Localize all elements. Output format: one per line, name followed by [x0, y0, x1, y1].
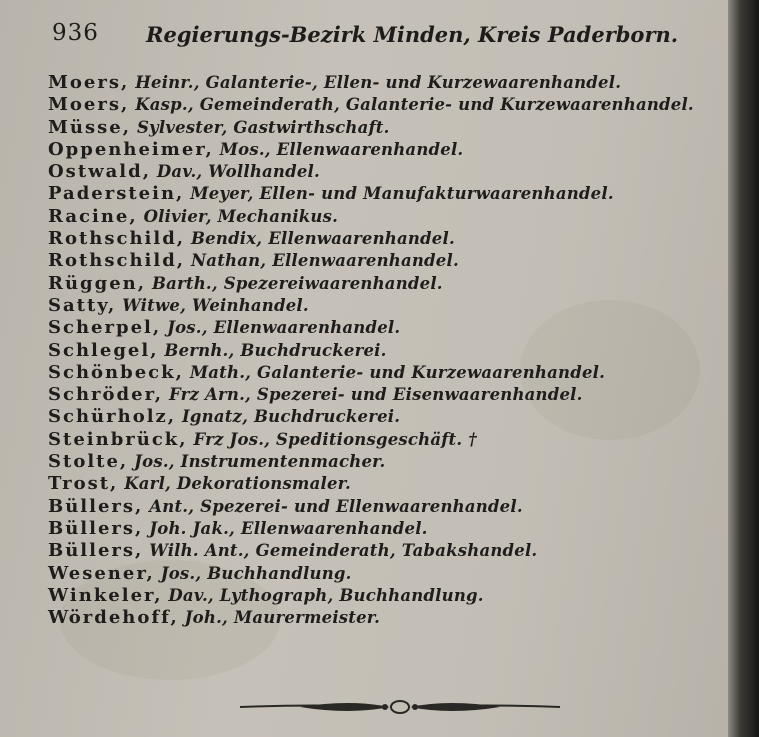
entry-surname: Büllers,: [48, 517, 144, 539]
entry-surname: Steinbrück,: [48, 428, 188, 450]
entry-details: Frz Arn., Spezerei- und Eisenwaarenhandel.: [163, 385, 583, 405]
entry-surname: Wördehoff,: [48, 607, 179, 629]
directory-entry: [48, 139, 718, 161]
directory-entry: [48, 340, 718, 362]
directory-entry: [48, 250, 718, 272]
directory-entry: [48, 406, 718, 428]
directory-entry: [48, 161, 718, 183]
entry-surname: Schröder,: [48, 384, 164, 406]
entry-details: Mos., Ellenwaarenhandel.: [213, 139, 464, 159]
directory-entry: [48, 183, 718, 205]
entry-details: Math., Galanterie- und Kurzewaarenhandel.: [183, 362, 606, 382]
page-header: [52, 16, 679, 52]
directory-entry: [48, 496, 718, 518]
entry-details: Ant., Spezerei- und Ellenwaarenhandel.: [143, 496, 523, 516]
entry-details: Kasp., Gemeinderath, Galanterie- und Kurzewaarenhandel.: [129, 95, 694, 115]
directory-entry: [48, 473, 718, 495]
entry-details: Karl, Dekorationsmaler.: [118, 474, 351, 494]
directory-entry-list: [48, 72, 718, 629]
entry-surname: Rothschild,: [48, 250, 186, 272]
entry-surname: Paderstein,: [48, 183, 185, 205]
entry-details: Heinr., Galanterie-, Ellen- und Kurzewaarenhandel.: [129, 73, 622, 92]
entry-details: Jos., Buchhandlung.: [154, 563, 352, 583]
entry-details: Joh. Jak., Ellenwaarenhandel.: [143, 518, 428, 538]
entry-surname: Wesener,: [48, 562, 155, 584]
directory-entry: [48, 72, 718, 94]
running-title: Regierungs-Bezirk Minden, Kreis Paderborn.: [146, 22, 679, 47]
entry-details: Barth., Spezereiwaarenhandel.: [146, 273, 443, 293]
directory-entry: [48, 518, 718, 540]
directory-entry: [48, 429, 718, 451]
entry-surname: Ostwald,: [48, 161, 151, 183]
directory-entry: [48, 317, 718, 339]
entry-details: Frz Jos., Speditionsgeschäft. †: [187, 429, 478, 449]
entry-details: Joh., Maurermeister.: [178, 608, 381, 628]
entry-surname: Stolte,: [48, 451, 129, 473]
entry-surname: Schürholz,: [48, 406, 177, 428]
entry-details: Bendix, Ellenwaarenhandel.: [185, 229, 455, 249]
entry-surname: Schlegel,: [48, 339, 159, 361]
entry-surname: Büllers,: [48, 495, 144, 517]
directory-entry: [48, 362, 718, 384]
entry-surname: Moers,: [48, 72, 130, 93]
entry-details: Ignatz, Buchdruckerei.: [176, 407, 401, 427]
entry-surname: Oppenheimer,: [48, 138, 214, 160]
entry-surname: Rüggen,: [48, 272, 147, 294]
entry-surname: Müsse,: [48, 116, 131, 138]
entry-details: Jos., Instrumentenmacher.: [128, 452, 386, 472]
book-gutter: [728, 0, 759, 737]
directory-entry: [48, 540, 718, 562]
ornament-divider: [240, 695, 560, 719]
entry-surname: Racine,: [48, 205, 138, 227]
directory-entry: [48, 117, 718, 139]
directory-entry: [48, 273, 718, 295]
entry-surname: Winkeler,: [48, 584, 163, 606]
directory-entry: [48, 451, 718, 473]
entry-details: Meyer, Ellen- und Manufakturwaarenhandel.: [184, 184, 614, 204]
entry-surname: Moers,: [48, 94, 130, 116]
directory-entry: [48, 607, 718, 629]
entry-surname: Büllers,: [48, 540, 144, 562]
entry-surname: Rothschild,: [48, 228, 186, 250]
entry-details: Dav., Wollhandel.: [150, 162, 320, 182]
entry-surname: Trost,: [48, 473, 119, 495]
entry-details: Wilh. Ant., Gemeinderath, Tabakshandel.: [143, 541, 538, 561]
directory-entry: [48, 295, 718, 317]
page-number: 936: [52, 20, 99, 46]
entry-details: Bernh., Buchdruckerei.: [158, 340, 387, 360]
entry-details: Sylvester, Gastwirthschaft.: [131, 117, 390, 137]
entry-surname: Scherpel,: [48, 317, 162, 339]
directory-entry: [48, 228, 718, 250]
entry-surname: Schönbeck,: [48, 361, 184, 383]
directory-entry: [48, 384, 718, 406]
entry-surname: Satty,: [48, 294, 117, 316]
entry-details: Jos., Ellenwaarenhandel.: [161, 318, 401, 338]
entry-details: Dav., Lythograph, Buchhandlung.: [162, 585, 484, 605]
entry-details: Nathan, Ellenwaarenhandel.: [185, 251, 459, 271]
directory-entry: [48, 94, 718, 116]
entry-details: Witwe, Weinhandel.: [116, 295, 309, 315]
entry-details: Olivier, Mechanikus.: [137, 206, 339, 226]
directory-entry: [48, 585, 718, 607]
directory-entry: [48, 206, 718, 228]
directory-entry: [48, 563, 718, 585]
